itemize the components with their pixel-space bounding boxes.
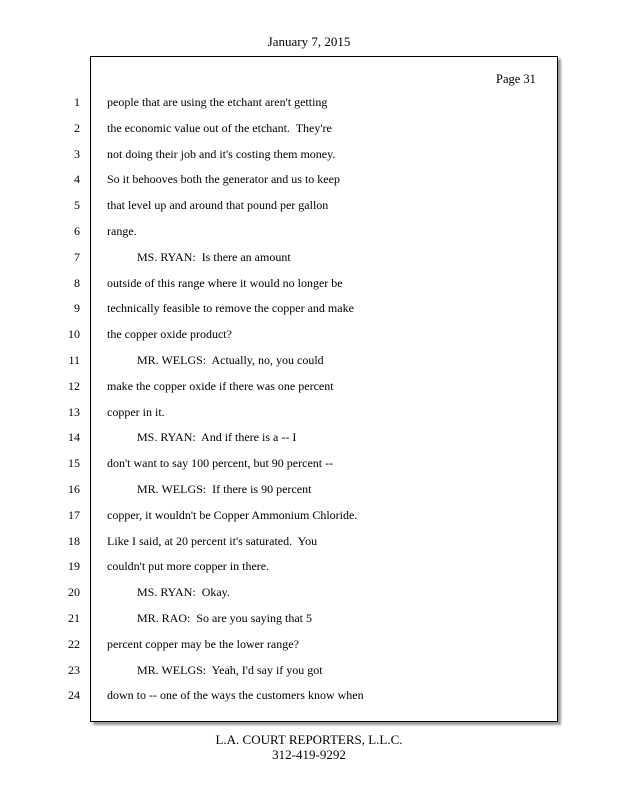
line-text: MS. RYAN: Is there an amount bbox=[107, 250, 291, 264]
line-text: Like I said, at 20 percent it's saturated. You bbox=[107, 534, 318, 548]
footer-company: L.A. COURT REPORTERS, L.L.C. bbox=[215, 732, 403, 747]
line-text: that level up and around that pound per gallon bbox=[107, 198, 329, 212]
line-text: So it behooves both the generator and us to keep bbox=[107, 172, 340, 186]
line-number: 2 bbox=[74, 121, 80, 135]
line-number: 9 bbox=[74, 301, 80, 315]
line-text: percent copper may be the lower range? bbox=[107, 637, 299, 651]
line-number: 21 bbox=[68, 611, 80, 625]
header-date: January 7, 2015 bbox=[267, 34, 351, 49]
line-text: people that are using the etchant aren't getting bbox=[107, 95, 328, 109]
line-number: 1 bbox=[74, 95, 80, 109]
line-number: 17 bbox=[68, 508, 80, 522]
line-number: 4 bbox=[74, 172, 80, 186]
line-text: MR. WELGS: Actually, no, you could bbox=[107, 353, 324, 367]
line-text: range. bbox=[107, 224, 137, 238]
line-text: make the copper oxide if there was one percent bbox=[107, 379, 334, 393]
line-number: 11 bbox=[68, 353, 80, 367]
line-text: down to -- one of the ways the customers know when bbox=[107, 688, 364, 702]
line-number: 12 bbox=[68, 379, 80, 393]
line-number: 8 bbox=[74, 276, 80, 290]
line-number: 14 bbox=[68, 430, 80, 444]
line-number: 20 bbox=[68, 585, 80, 599]
page-number: Page 31 bbox=[496, 72, 536, 86]
line-text: don't want to say 100 percent, but 90 percent -- bbox=[107, 456, 334, 470]
line-text: MS. RYAN: Okay. bbox=[107, 585, 230, 599]
line-number: 7 bbox=[74, 250, 80, 264]
line-text: MS. RYAN: And if there is a -- I bbox=[107, 430, 297, 444]
line-number: 3 bbox=[74, 147, 80, 161]
line-number: 18 bbox=[68, 534, 80, 548]
line-number: 5 bbox=[74, 198, 80, 212]
line-text: couldn't put more copper in there. bbox=[107, 559, 270, 573]
line-text: MR. WELGS: If there is 90 percent bbox=[107, 482, 312, 496]
line-number: 13 bbox=[68, 405, 80, 419]
line-text: the economic value out of the etchant. They're bbox=[107, 121, 332, 135]
line-number: 15 bbox=[68, 456, 80, 470]
footer bbox=[0, 732, 618, 762]
line-number: 24 bbox=[68, 688, 80, 702]
line-text: copper, it wouldn't be Copper Ammonium Chloride. bbox=[107, 508, 358, 522]
line-number: 16 bbox=[68, 482, 80, 496]
line-number: 6 bbox=[74, 224, 80, 238]
line-text: copper in it. bbox=[107, 405, 165, 419]
line-text: MR. WELGS: Yeah, I'd say if you got bbox=[107, 663, 323, 677]
footer-phone: 312-419-9292 bbox=[272, 747, 346, 762]
line-number: 22 bbox=[68, 637, 80, 651]
line-number: 10 bbox=[68, 327, 80, 341]
line-number: 19 bbox=[68, 559, 80, 573]
line-text: technically feasible to remove the copper and make bbox=[107, 301, 354, 315]
line-text: MR. RAO: So are you saying that 5 bbox=[107, 611, 312, 625]
line-text: not doing their job and it's costing them money. bbox=[107, 147, 336, 161]
line-number: 23 bbox=[68, 663, 80, 677]
line-text: outside of this range where it would no longer be bbox=[107, 276, 343, 290]
line-text: the copper oxide product? bbox=[107, 327, 232, 341]
